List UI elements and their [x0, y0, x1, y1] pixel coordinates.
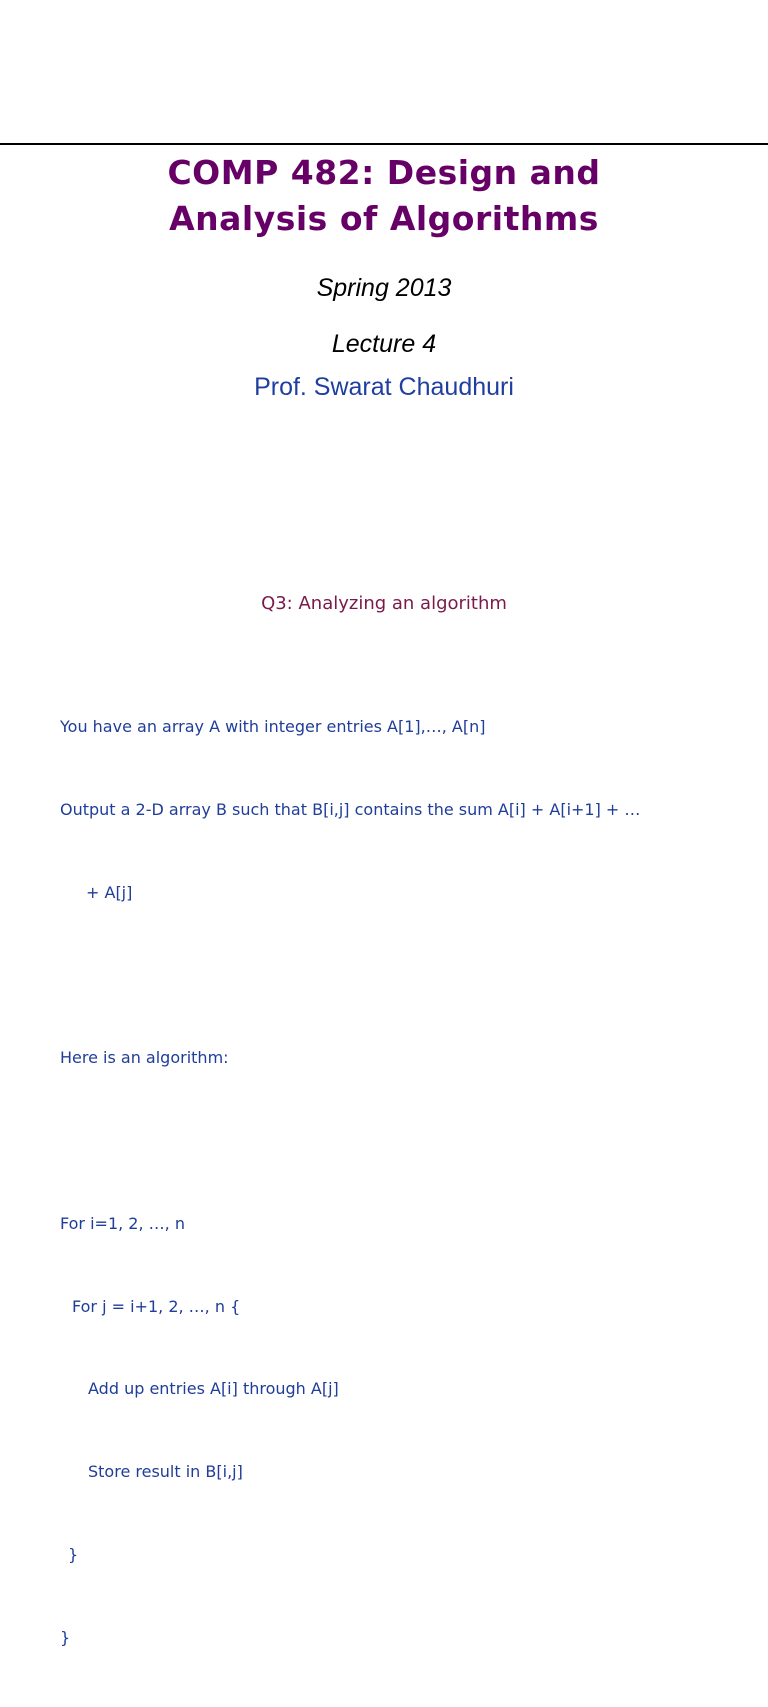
- code-line: }: [60, 1627, 71, 1647]
- semester-label: Spring 2013: [316, 274, 452, 302]
- blank-line: [60, 1127, 740, 1155]
- question-body: [60, 658, 740, 1707]
- blank-line: [60, 962, 740, 990]
- code-line: For i=1, 2, …, n: [60, 1213, 185, 1233]
- course-title-line-1: COMP 482: Design and: [167, 153, 601, 192]
- professor-name: Prof. Swarat Chaudhuri: [254, 373, 514, 401]
- lecture-label: Lecture 4: [331, 330, 437, 358]
- question-line: + A[j]: [86, 882, 133, 902]
- question-line: Here is an algorithm:: [60, 1048, 229, 1068]
- code-line: Store result in B[i,j]: [88, 1462, 243, 1482]
- question-heading: Q3: Analyzing an algorithm: [261, 593, 507, 614]
- code-line: }: [68, 1545, 79, 1564]
- course-title-line-2: Analysis of Algorithms: [169, 199, 599, 238]
- code-line: For j = i+1, 2, …, n {: [72, 1296, 241, 1316]
- question-line: You have an array A with integer entries A[1],…, A[n]: [60, 717, 486, 737]
- question-line: Output a 2-D array B such that B[i,j] contains the sum A[i] + A[i+1] + …: [60, 799, 641, 819]
- code-line: Add up entries A[i] through A[j]: [88, 1379, 339, 1399]
- course-title: [0, 150, 768, 242]
- slide-divider: [0, 143, 768, 145]
